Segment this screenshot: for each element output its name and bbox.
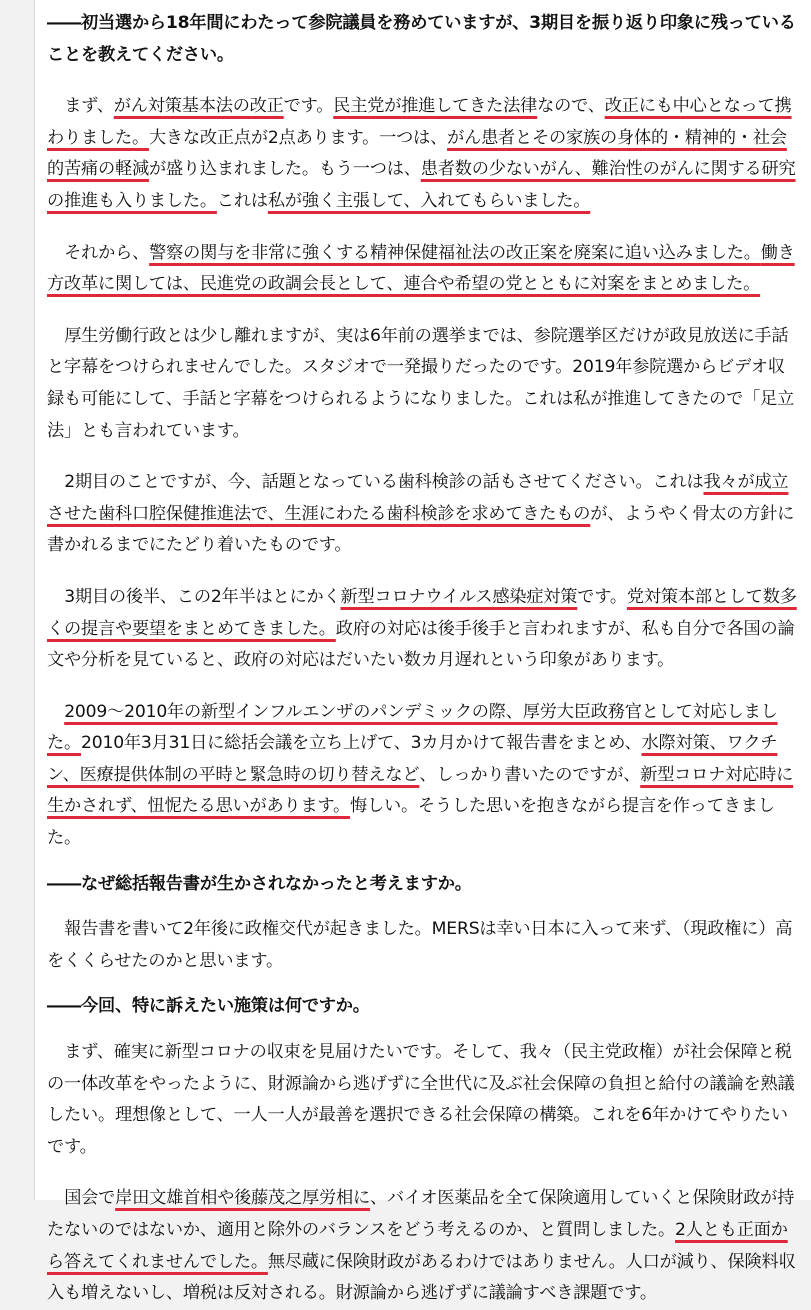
underlined-text: 改正にも中心となって携わりました。 bbox=[47, 96, 792, 148]
question-3: ――今回、特に訴えたい施策は何ですか。 bbox=[47, 996, 370, 1017]
text-segment: 無尽蔵に保険財政があるわけではありません。人口が減り、保険料収入も増えないし、増税は反対される。財源論から逃げずに議論すべき課題です。 bbox=[47, 1251, 796, 1304]
underlined-text: 警察の関与を非常に強くする精神保健福祉法の改正案を廃案に追い込みました。 bbox=[149, 242, 761, 263]
underlined-text: 2009～2010年の新型インフルエンザのパンデミックの際、厚労大臣政務官として対応しました。 bbox=[47, 701, 778, 754]
text-segment: です。 bbox=[283, 96, 334, 117]
text-segment: 3期目の後半、この2年半はとにかく bbox=[64, 586, 341, 607]
underlined-text: 新型コロナウイルス感染症対策 bbox=[340, 586, 578, 607]
text-segment: 悔しい。そうした思いを抱きながら提言を作ってきました。 bbox=[47, 796, 775, 849]
answer-paragraph-5 bbox=[47, 582, 797, 677]
underlined-text: 新型コロナ対応時に生かされず、忸怩たる思いがあります。 bbox=[47, 764, 794, 817]
question-1: ――初当選から18年間にわたって参院議員を務めていますが、3期目を振り返り印象に残っていることを教えてください。 bbox=[47, 13, 796, 65]
text-segment: 、バイオ医薬品を全て保険適用していくと保険財政が持たないのではないか、適用と除外のバランスをどう考えるのか、と質問しました。 bbox=[47, 1188, 795, 1240]
article-page bbox=[34, 0, 811, 1304]
text-segment: が盛り込まれました。もう一つは、 bbox=[148, 159, 421, 180]
underlined-text: 働き方改革に関しては、民進党の政調会長として、連合や希望の党とともに対案をまとめました。 bbox=[47, 242, 795, 295]
answer-paragraph-3: 厚生労働行政とは少し離れますが、実は6年前の選挙までは、参院選挙区だけが政見放送に手話と字幕をつけられませんでした。スタジオで一発撮りだったのです。2019年参院選からビデオ収録も可能にして、手話と字幕をつけられるようになりました。これは私が推進してきたので「足立法」とも言われています。 bbox=[47, 325, 795, 441]
underlined-text: 患者数の少ないがん、難治性のがんに関する研究の推進も入りました。 bbox=[47, 159, 796, 211]
answer-paragraph-9 bbox=[47, 1183, 797, 1309]
text-segment: 、しっかり書いたのですが、 bbox=[419, 764, 641, 785]
text-segment: です。 bbox=[577, 586, 627, 607]
question-2: ――なぜ総括報告書が生かされなかったと考えますか。 bbox=[47, 873, 472, 894]
answer-paragraph-2 bbox=[47, 238, 797, 301]
underlined-text: がん対策基本法の改正 bbox=[113, 96, 284, 117]
underlined-text: がん患者とその家族の身体的・精神的・社会的苦痛の軽減 bbox=[47, 127, 787, 180]
text-segment: が、ようやく骨太の方針に書かれるまでにたどり着いたものです。 bbox=[47, 503, 795, 556]
text-segment: 大きな改正点が2点あります。 bbox=[148, 127, 380, 148]
text-segment: 政府の対応は後手後手と言われますが、私も自分で各国の論文や分析を見ていると、政府の対応はだいたい数カ月遅れという印象があります。 bbox=[47, 618, 795, 671]
underlined-text: 党対策本部として数多くの提言や要望をまとめてきました。 bbox=[47, 586, 797, 639]
text-segment: 一つは、 bbox=[379, 127, 448, 148]
text-segment: これは bbox=[216, 190, 268, 211]
underlined-text: 民主党が推進してきた法律 bbox=[333, 96, 538, 117]
answer-paragraph-8: まず、確実に新型コロナの収束を見届けたいです。そして、我々（民主党政権）が社会保障と税の一体改革をやったように、財源論から逃げずに全世代に及ぶ社会保障の負担と給付の議論を熟議したい。理想像として、一人一人が最善を選択できる社会保障の構築。これを6年かけてやりたいです。 bbox=[47, 1042, 795, 1157]
answer-paragraph-7: 報告書を書いて2年後に政権交代が起きました。MERSは幸い日本に入って来ず、（現政権に）高をくくらせたのかと思います。 bbox=[47, 919, 793, 971]
text-segment: 国会で bbox=[64, 1188, 116, 1209]
underlined-text: 水際対策、ワクチン、医療提供体制の平時と緊急時の切り替えなど bbox=[47, 733, 778, 785]
underlined-text: 我々が成立させた歯科口腔保健推進法で、生涯にわたる歯科検診を求めてきたもの bbox=[47, 472, 789, 524]
answer-paragraph-4 bbox=[47, 467, 797, 562]
underlined-text: 私が強く主張して、入れてもらいました。 bbox=[267, 190, 591, 211]
text-segment: それから、 bbox=[64, 242, 150, 263]
text-segment: 2010年3月31日に総括会議を立ち上げて、3カ月かけて報告書をまとめ、 bbox=[80, 733, 642, 754]
underlined-text: 2人とも正面から答えてくれませんでした。 bbox=[47, 1220, 788, 1272]
text-segment: 2期目のことですが、今、話題となっている歯科検診の話もさせてください。 bbox=[64, 472, 653, 493]
answer-paragraph-6 bbox=[47, 697, 797, 855]
text-segment: まず、 bbox=[64, 96, 114, 117]
answer-paragraph-1 bbox=[47, 91, 797, 217]
underlined-text: 岸田文雄首相や後藤茂之厚労相に bbox=[115, 1188, 370, 1209]
text-segment: なので、 bbox=[537, 96, 605, 117]
text-segment: これは bbox=[652, 472, 704, 493]
